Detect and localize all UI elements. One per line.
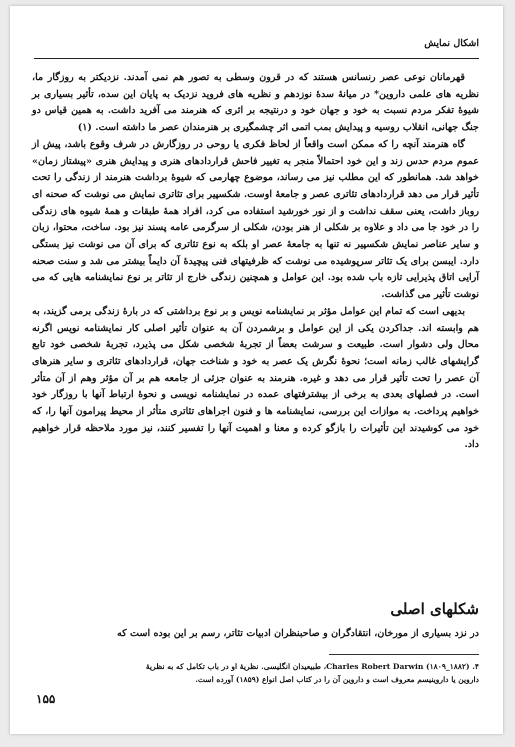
- section-heading: شکلهای اصلی: [390, 600, 479, 618]
- paragraph: گاه هنرمند آنچه را که ممکن است واقعاً از لحاظ فکری یا روحی در روزگارش در شرف وقوع باشد، پیش از عموم مردم حدس زند و این خود احتمالاً منجر به تغییر فاحش قراردادهای هنری و پیدایش هنری «پیشتاز زمان» خواهد شد. همانطور که این مطلب نیز می رساند، موضوع چهارمی که شیوهٔ برداشت هنرمند از زندگی را تحت تأثیر قرار می دهد قراردادهای تئاتری عصر و جامعهٔ اوست. شکسپیر برای تئاتری نمایش می نوشت که صحنه ای روباز داشت، یعنی سقف نداشت و از نور خورشید استفاده می کرد، افراد همهٔ طبقات و همهٔ شیوه های زندگی را در خود جا می داد و علاوه بر شکلی از هنر بودن، شکلی از سرگرمی عامه پسند نیز بود. ساخت، محتوا، زبان و سایر عناصر نمایش شکسپیر نه تنها به جامعهٔ عصر او بلکه به نوع تئاتری که برای آن می نوشت نیز بستگی دارد. ایبسن برای یک تئاتر سرپوشیده می نوشت که ظرفیتهای فنی پیچیدهٔ آن دایماً بیشتر می شد و سنت صحنه آرایی اتاق پذیرایی تازه باب شده بود. این عوامل و همچنین زندگی خارج از تئاتر بر نوع نمایشنامه هایی که می نوشت تأثیر می گذاشت.: [32, 138, 479, 301]
- paragraph: بدیهی است که تمام این عوامل مؤثر بر نمایشنامه نویس و بر نوع برداشتی که در بارهٔ زندگی برمی گزیند، به هم وابسته اند. جداکردن یکی از این عوامل و برشمردن آن به عنوان تأثیر اصلی کار نمایشنامه نویس اگرنه محال ولی دشوار است. طبیعت و سرشت بعضاً از تجربهٔ شخصی شکل می پذیرد، تجربهٔ شخصی خود تابع گرایشهای غالب زمانه است؛ نحوهٔ نگرش یک عصر به خود و شناخت جهان، قراردادهای تئاتری و سایر هنرهای آن عصر را تحت تأثیر قرار می دهد و غیره. هنرمند به عنوان جزئی از جامعه هم بر آن مؤثر وهم از آن متأثر است. در فصلهای بعدی به برخی از بیشترفتهای عمده در نمایشنامه نویسی و نحوهٔ ارتباط آنها با روزگار خود خواهیم پرداخت. به موازات این بررسی، نمایشنامه ها و فنون اجراهای تئاتری متأثر از محیط پیرامون آنها را، که خود می کوشیدند این تأثیرات را بازگو کرده و معنا و اهمیت آنها را تفسیر کنند، نیز مورد ملاحظه قرار خواهیم داد.: [32, 305, 479, 451]
- book-page: [10, 6, 503, 734]
- section-first-line: در نزد بسیاری از مورخان، انتقادگران و صاحبنظران ادبیات تئاتر، رسم بر این بوده است که: [116, 628, 479, 639]
- body-text: [32, 70, 479, 454]
- running-title: اشکال نمایش: [424, 38, 479, 49]
- paragraph: قهرمانان نوعی عصر رنسانس هستند که در قرون وسطی به تصور هم نمی آمدند. نزدیکتر به روزگار ما، نظریه های علمی داروین* در میانهٔ سدهٔ نوزدهم و نظریه های فروید نزدیک به پایان این سده، تأثیر بسیاری بر شیوهٔ تفکر مردم نسبت به خود و جهان خود و درنتیجه بر اثری که هنرمند می آفرید داشت. به همین قیاس دو جنگ جهانی، انقلاب روسیه و پیدایش بمب اتمی اثر چشمگیری بر هنرمندان عصر ما داشته است. (۱): [32, 72, 479, 134]
- header-rule: [34, 58, 479, 59]
- footnote-rule: [329, 654, 479, 655]
- footnote-line: ۴. Charles Robert Darwin (۱۸۰۹_۱۸۸۲)، طبیعیدان انگلیسی. نظریهٔ او در باب تکامل که به نظریهٔ: [145, 662, 479, 671]
- footnote-line: داروین یا داروینیسم معروف است و داروین آن را در کتاب اصل انواع (۱۸۵۹) آورده است.: [195, 675, 479, 684]
- footnote: [32, 660, 479, 686]
- page-number: ۱۵۵: [36, 692, 56, 706]
